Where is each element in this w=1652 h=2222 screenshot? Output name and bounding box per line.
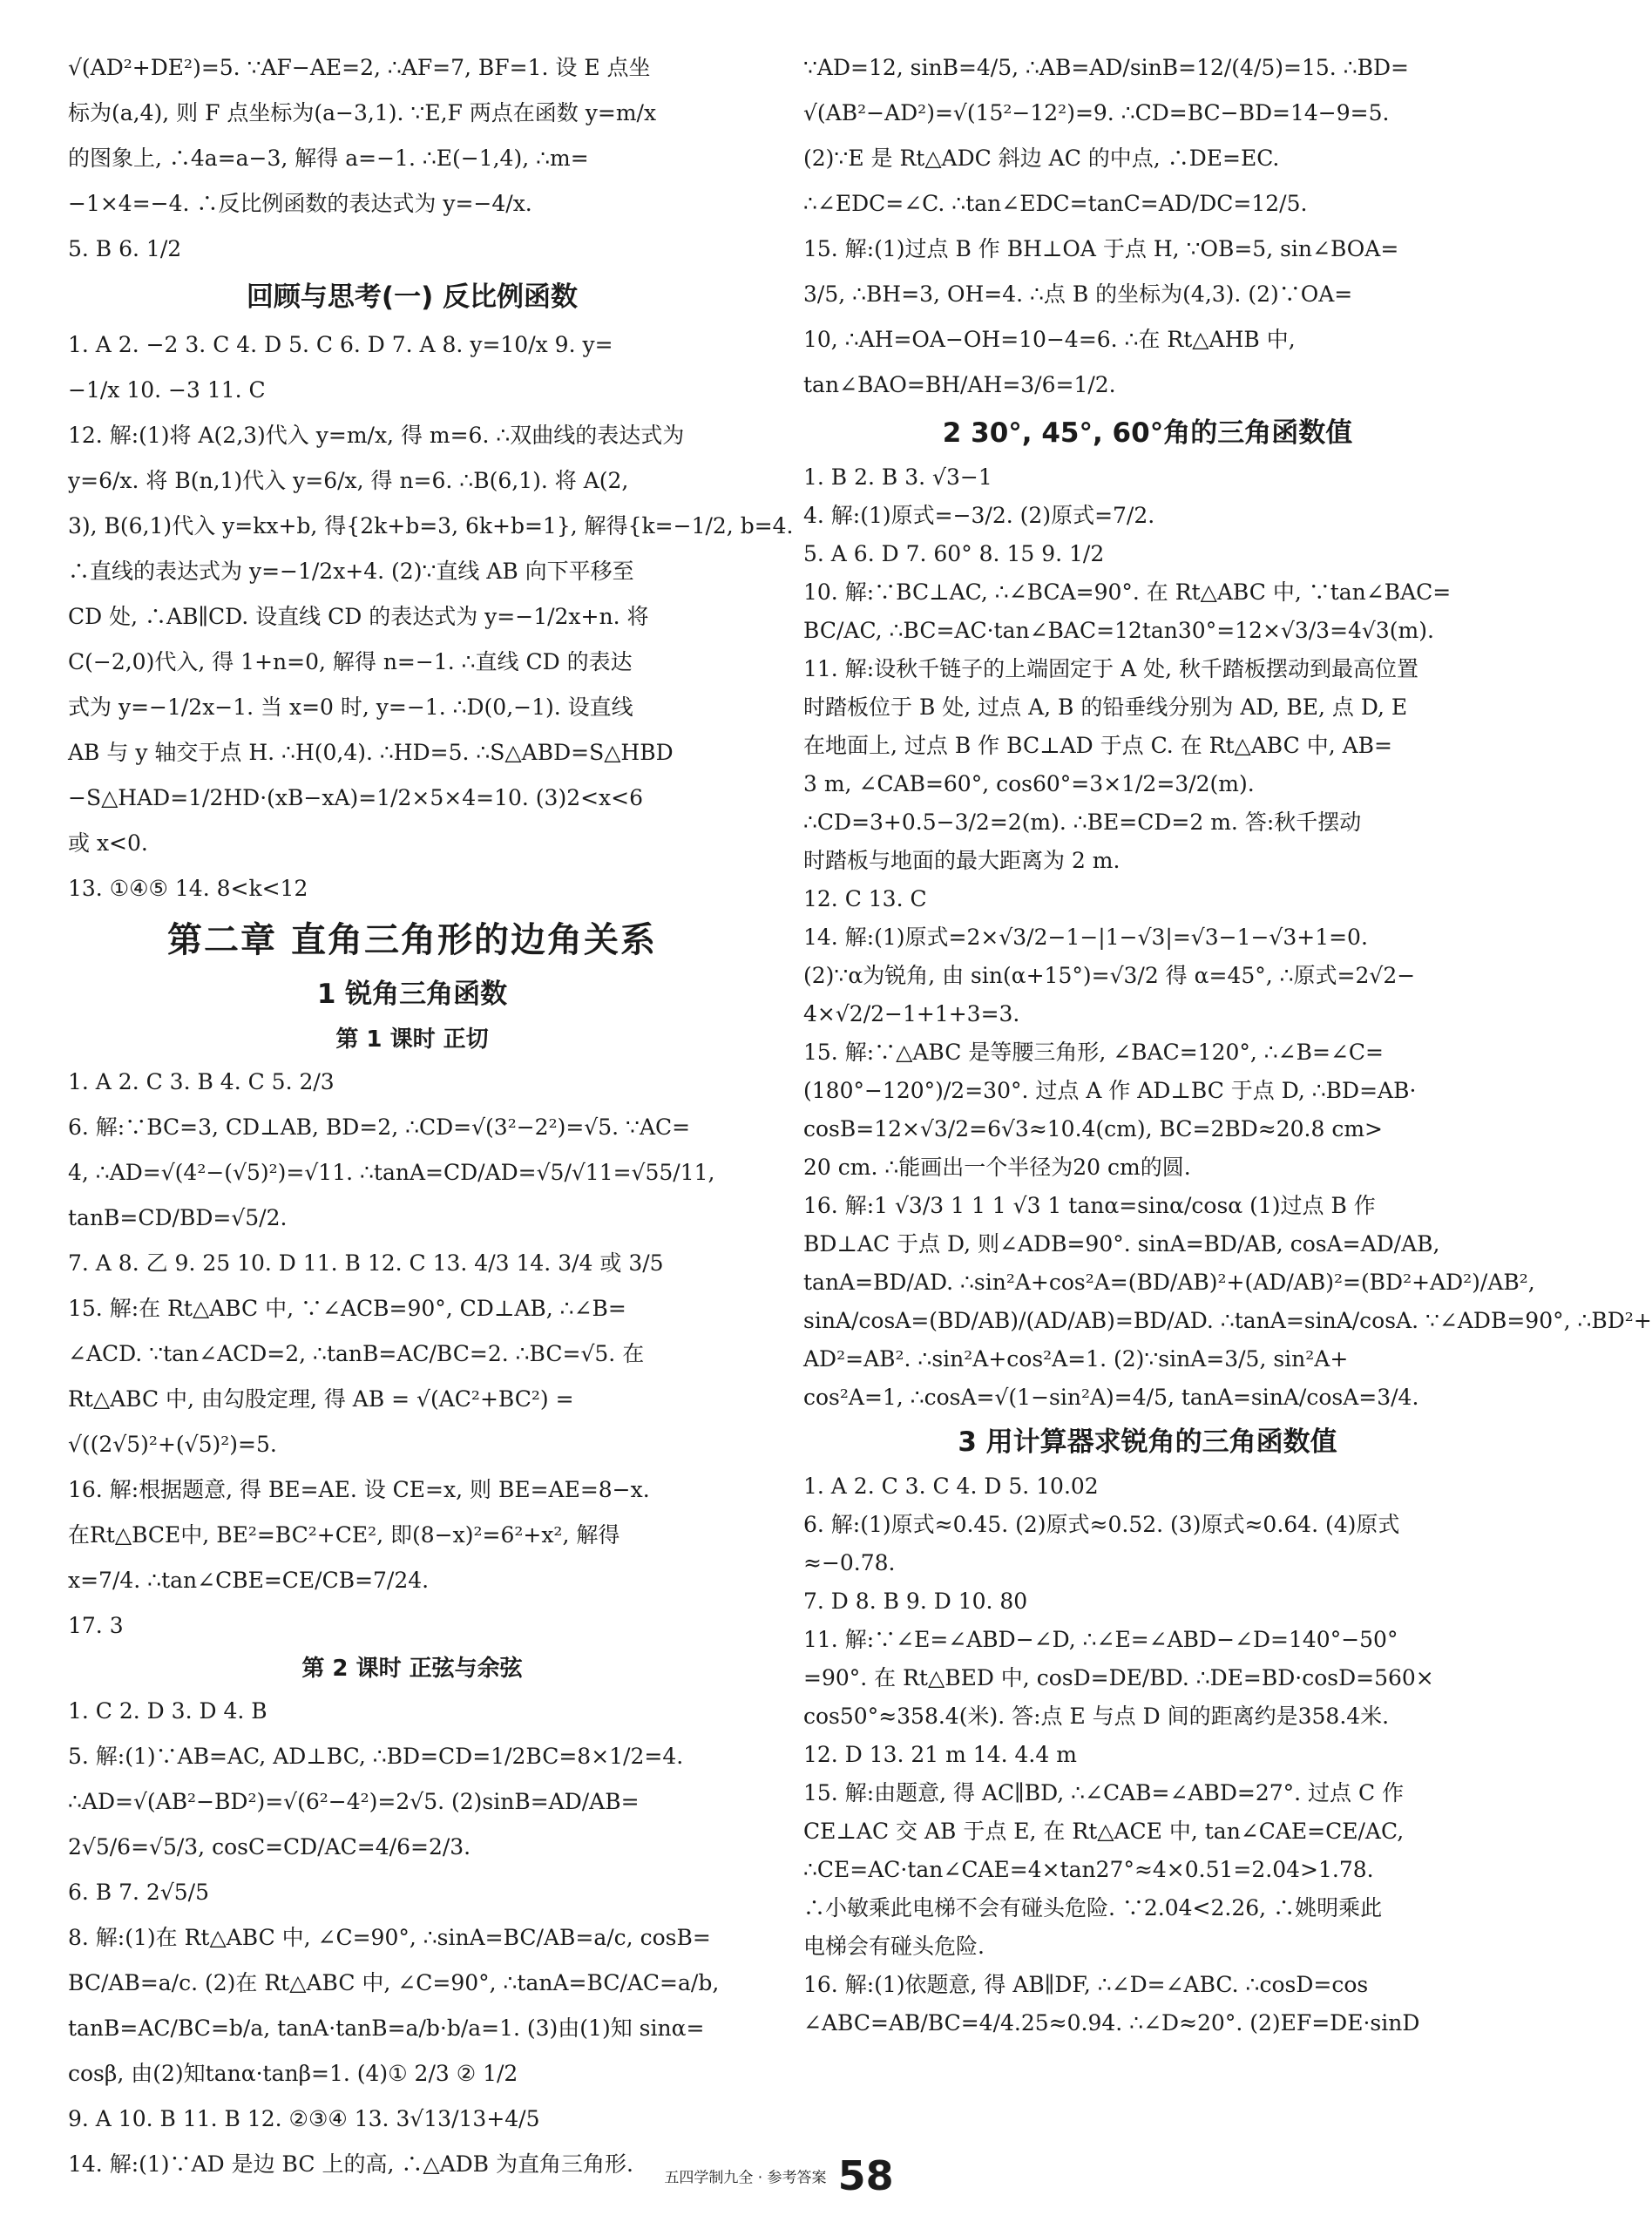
lesson-title: 第 2 课时 正弦与余弦 [301, 1656, 523, 1682]
answer-line: 12. 解:(1)将 A(2,3)代入 y=m/x, 得 m=6. ∴双曲线的表达式为 [68, 423, 685, 448]
answer-line: cos²A=1, ∴cosA=√(1−sin²A)=4/5, tanA=sinA/cosA=3/4. [803, 1385, 1419, 1410]
answer-line: 7. D 8. B 9. D 10. 80 [803, 1589, 1028, 1614]
answer-line: Rt△ABC 中, 由勾股定理, 得 AB = √(AC²+BC²) = [68, 1386, 574, 1412]
answer-line: 1. A 2. −2 3. C 4. D 5. C 6. D 7. A 8. y=10/x 9. y= [68, 332, 613, 357]
answer-line: 9. A 10. B 11. B 12. ②③④ 13. 3√13/13+4/5 [68, 2106, 540, 2131]
answer-line: 6. 解:∵BC=3, CD⊥AB, BD=2, ∴CD=√(3²−2²)=√5. ∵AC= [68, 1114, 691, 1140]
lesson2-block [68, 1689, 756, 2187]
section3-block [803, 1467, 1492, 2042]
answer-line: 6. 解:(1)原式≈0.45. (2)原式≈0.52. (3)原式≈0.64. (4)原式 [803, 1512, 1400, 1537]
answer-line: −1×4=−4. ∴反比例函数的表达式为 y=−4/x. [68, 191, 532, 216]
answer-line: 2√5/6=√5/3, cosC=CD/AC=4/6=2/3. [68, 1834, 471, 1860]
answer-line: y=6/x. 将 B(n,1)代入 y=6/x, 得 n=6. ∴B(6,1). 将 A(2, [68, 468, 629, 493]
answer-line: √(AB²−AD²)=√(15²−12²)=9. ∴CD=BC−BD=14−9=5. [803, 100, 1390, 125]
answer-line: ∴CE=AC·tan∠CAE=4×tan27°≈4×0.51=2.04>1.78. [803, 1857, 1374, 1882]
footer-label: 五四学制九全 · 参考答案 [664, 2169, 827, 2187]
lesson1-block [68, 1060, 756, 1649]
answer-line: 1. B 2. B 3. √3−1 [803, 464, 992, 490]
answer-line: 3/5, ∴BH=3, OH=4. ∴点 B 的坐标为(4,3). (2)∵OA= [803, 281, 1353, 307]
answer-line: 6. B 7. 2√5/5 [68, 1880, 209, 1905]
answer-line: 1. A 2. C 3. C 4. D 5. 10.02 [803, 1473, 1099, 1499]
answer-line: 1. C 2. D 3. D 4. B [68, 1698, 267, 1724]
answer-line: ∴直线的表达式为 y=−1/2x+4. (2)∵直线 AB 向下平移至 [68, 559, 634, 584]
answer-line: sinA/cosA=(BD/AB)/(AD/AB)=BD/AD. ∴tanA=sinA/cosA. ∵∠ADB=90°, ∴BD²+ [803, 1308, 1652, 1333]
answer-line: 4, ∴AD=√(4²−(√5)²)=√11. ∴tanA=CD/AD=√5/√11=√55/11, [68, 1160, 715, 1185]
answer-line: 时踏板位于 B 处, 过点 A, B 的铅垂线分别为 AD, BE, 点 D, E [803, 694, 1408, 720]
answer-line: 11. 解:设秋千链子的上端固定于 A 处, 秋千踏板摆动到最高位置 [803, 656, 1418, 681]
answer-line: ∵AD=12, sinB=4/5, ∴AB=AD/sinB=12/(4/5)=15. ∴BD= [803, 55, 1409, 80]
left-column [68, 45, 794, 2187]
answer-line: 10, ∴AH=OA−OH=10−4=6. ∴在 Rt△AHB 中, [803, 327, 1296, 352]
answer-line: 16. 解:(1)依题意, 得 AB∥DF, ∴∠D=∠ABC. ∴cosD=cos [803, 1972, 1369, 1997]
answer-line: ∴∠EDC=∠C. ∴tan∠EDC=tanC=AD/DC=12/5. [803, 191, 1308, 216]
answer-line: 15. 解:在 Rt△ABC 中, ∵∠ACB=90°, CD⊥AB, ∴∠B= [68, 1296, 626, 1321]
answer-line: ∴CD=3+0.5−3/2=2(m). ∴BE=CD=2 m. 答:秋千摆动 [803, 810, 1362, 835]
answer-line: ∴AD=√(AB²−BD²)=√(6²−4²)=2√5. (2)sinB=AD/AB= [68, 1789, 640, 1814]
answer-line: tanB=AC/BC=b/a, tanA·tanB=a/b·b/a=1. (3)由(1)知 sinα= [68, 2015, 705, 2041]
answer-line: 3 m, ∠CAB=60°, cos60°=3×1/2=3/2(m). [803, 771, 1255, 796]
lesson-title: 第 1 课时 正切 [335, 1026, 489, 1053]
answer-line: AB 与 y 轴交于点 H. ∴H(0,4). ∴HD=5. ∴S△ABD=S△HBD [68, 740, 674, 765]
answer-line: cos50°≈358.4(米). 答:点 E 与点 D 间的距离约是358.4米. [803, 1704, 1390, 1729]
page-number: 58 [837, 2152, 894, 2199]
answer-line: tan∠BAO=BH/AH=3/6=1/2. [803, 372, 1116, 397]
answer-line: 10. 解:∵BC⊥AC, ∴∠BCA=90°. 在 Rt△ABC 中, ∵tan∠BAC= [803, 579, 1452, 605]
answer-line: 电梯会有碰头危险. [803, 1934, 985, 1959]
review-block [68, 322, 794, 911]
right-column [803, 45, 1652, 2042]
answer-line: 12. D 13. 21 m 14. 4.4 m [803, 1742, 1077, 1767]
section-title: 3 用计算器求锐角的三角函数值 [958, 1426, 1337, 1458]
answer-line: C(−2,0)代入, 得 1+n=0, 解得 n=−1. ∴直线 CD 的表达 [68, 649, 633, 674]
answer-line: 7. A 8. 乙 9. 25 10. D 11. B 12. C 13. 4/3 14. 3/4 或 3/5 [68, 1250, 664, 1276]
answer-line: 14. 解:(1)∵AD 是边 BC 上的高, ∴△ADB 为直角三角形. [68, 2151, 633, 2177]
answer-line: =90°. 在 Rt△BED 中, cosD=DE/BD. ∴DE=BD·cosD=560× [803, 1665, 1434, 1690]
answer-line: 式为 y=−1/2x−1. 当 x=0 时, y=−1. ∴D(0,−1). 设直线 [68, 694, 633, 720]
answer-line: CE⊥AC 交 AB 于点 E, 在 Rt△ACE 中, tan∠CAE=CE/AC, [803, 1819, 1405, 1844]
chapter-title: 第二章 直角三角形的边角关系 [167, 920, 657, 960]
answer-line: ∠ACD. ∵tan∠ACD=2, ∴tanB=AC/BC=2. ∴BC=√5. 在 [68, 1341, 645, 1366]
answer-line: 时踏板与地面的最大距离为 2 m. [803, 848, 1121, 873]
answer-line: BD⊥AC 于点 D, 则∠ADB=90°. sinA=BD/AB, cosA=AD/AB, [803, 1231, 1440, 1257]
answer-line: ∠ABC=AB/BC=4/4.25≈0.94. ∴∠D≈20°. (2)EF=DE·sinD [803, 2010, 1420, 2036]
answer-line: tanB=CD/BD=√5/2. [68, 1205, 288, 1230]
answer-line: 在Rt△BCE中, BE²=BC²+CE², 即(8−x)²=6²+x², 解得 [68, 1522, 620, 1548]
answer-line: (2)∵α为锐角, 由 sin(α+15°)=√3/2 得 α=45°, ∴原式=2√2− [803, 963, 1416, 988]
answer-line: cosβ, 由(2)知tanα·tanβ=1. (4)① 2/3 ② 1/2 [68, 2061, 518, 2086]
answer-line: √(AD²+DE²)=5. ∵AF−AE=2, ∴AF=7, BF=1. 设 E 点坐 [68, 55, 651, 80]
answer-line: −1/x 10. −3 11. C [68, 377, 266, 403]
answer-line: 17. 3 [68, 1613, 124, 1638]
answer-line: ∴小敏乘此电梯不会有碰头危险. ∵2.04<2.26, ∴姚明乘此 [803, 1895, 1383, 1921]
page-footer [0, 2152, 1558, 2199]
answer-line: 16. 解:1 √3/3 1 1 1 √3 1 tanα=sinα/cosα (1)过点 B 作 [803, 1193, 1376, 1218]
answer-line: AD²=AB². ∴sin²A+cos²A=1. (2)∵sinA=3/5, sin²A+ [803, 1346, 1349, 1372]
answer-line: 在地面上, 过点 B 作 BC⊥AD 于点 C. 在 Rt△ABC 中, AB= [803, 733, 1392, 758]
answer-line: 4. 解:(1)原式=−3/2. (2)原式=7/2. [803, 503, 1155, 528]
answer-line: 5. 解:(1)∵AB=AC, AD⊥BC, ∴BD=CD=1/2BC=8×1/2=4. [68, 1744, 684, 1769]
answer-line: 20 cm. ∴能画出一个半径为20 cm的圆. [803, 1155, 1191, 1180]
review-title: 回顾与思考(一) 反比例函数 [246, 281, 579, 313]
answer-line: −S△HAD=1/2HD·(xB−xA)=1/2×5×4=10. (3)2<x<6 [68, 785, 644, 810]
answer-line: √((2√5)²+(√5)²)=5. [68, 1432, 277, 1457]
answer-line: x=7/4. ∴tan∠CBE=CE/CB=7/24. [68, 1568, 430, 1593]
answer-line: 16. 解:根据题意, 得 BE=AE. 设 CE=x, 则 BE=AE=8−x. [68, 1477, 650, 1502]
answer-line: 4×√2/2−1+1+3=3. [803, 1001, 1020, 1026]
answer-line: 15. 解:∵△ABC 是等腰三角形, ∠BAC=120°, ∴∠B=∠C= [803, 1040, 1384, 1065]
right-pre-block [803, 45, 1492, 408]
answer-line: 8. 解:(1)在 Rt△ABC 中, ∠C=90°, ∴sinA=BC/AB=a/c, cosB= [68, 1925, 711, 1950]
answer-line: tanA=BD/AD. ∴sin²A+cos²A=(BD/AB)²+(AD/AB)²=(BD²+AD²)/AB², [803, 1270, 1535, 1295]
left-pre-block [68, 45, 756, 272]
answer-line: 或 x<0. [68, 830, 148, 856]
answer-line: 5. B 6. 1/2 [68, 236, 182, 261]
section-title: 2 30°, 45°, 60°角的三角函数值 [942, 417, 1353, 449]
answer-line: cosB=12×√3/2=6√3≈10.4(cm), BC=2BD≈20.8 cm> [803, 1116, 1383, 1141]
answer-line: CD 处, ∴AB∥CD. 设直线 CD 的表达式为 y=−1/2x+n. 将 [68, 604, 649, 629]
answer-line: 5. A 6. D 7. 60° 8. 15 9. 1/2 [803, 541, 1105, 566]
answer-line: 的图象上, ∴4a=a−3, 解得 a=−1. ∴E(−1,4), ∴m= [68, 146, 589, 171]
answer-line: 13. ①④⑤ 14. 8<k<12 [68, 876, 308, 901]
answer-line: 15. 解:由题意, 得 AC∥BD, ∴∠CAB=∠ABD=27°. 过点 C 作 [803, 1780, 1405, 1805]
answer-line: 14. 解:(1)原式=2×√3/2−1−|1−√3|=√3−1−√3+1=0. [803, 925, 1368, 950]
answer-line: 3), B(6,1)代入 y=kx+b, 得{2k+b=3, 6k+b=1}, 解得{k=−1/2, b=4. [68, 513, 794, 539]
answer-line: BC/AB=a/c. (2)在 Rt△ABC 中, ∠C=90°, ∴tanA=BC/AC=a/b, [68, 1970, 720, 1995]
answer-line: 11. 解:∵∠E=∠ABD−∠D, ∴∠E=∠ABD−∠D=140°−50° [803, 1627, 1398, 1652]
answer-line: (180°−120°)/2=30°. 过点 A 作 AD⊥BC 于点 D, ∴BD=AB· [803, 1078, 1417, 1103]
answer-line: 1. A 2. C 3. B 4. C 5. 2/3 [68, 1069, 335, 1094]
answer-line: (2)∵E 是 Rt△ADC 斜边 AC 的中点, ∴DE=EC. [803, 146, 1280, 171]
answer-line: 标为(a,4), 则 F 点坐标为(a−3,1). ∵E,F 两点在函数 y=m/x [68, 100, 657, 125]
section-title: 1 锐角三角函数 [316, 979, 508, 1010]
answer-line: BC/AC, ∴BC=AC·tan∠BAC=12tan30°=12×√3/3=4√3(m). [803, 618, 1434, 643]
answer-line: ≈−0.78. [803, 1550, 896, 1575]
answer-line: 12. C 13. C [803, 886, 927, 911]
section2-block [803, 458, 1652, 1417]
answer-line: 15. 解:(1)过点 B 作 BH⊥OA 于点 H, ∵OB=5, sin∠BOA= [803, 236, 1399, 261]
